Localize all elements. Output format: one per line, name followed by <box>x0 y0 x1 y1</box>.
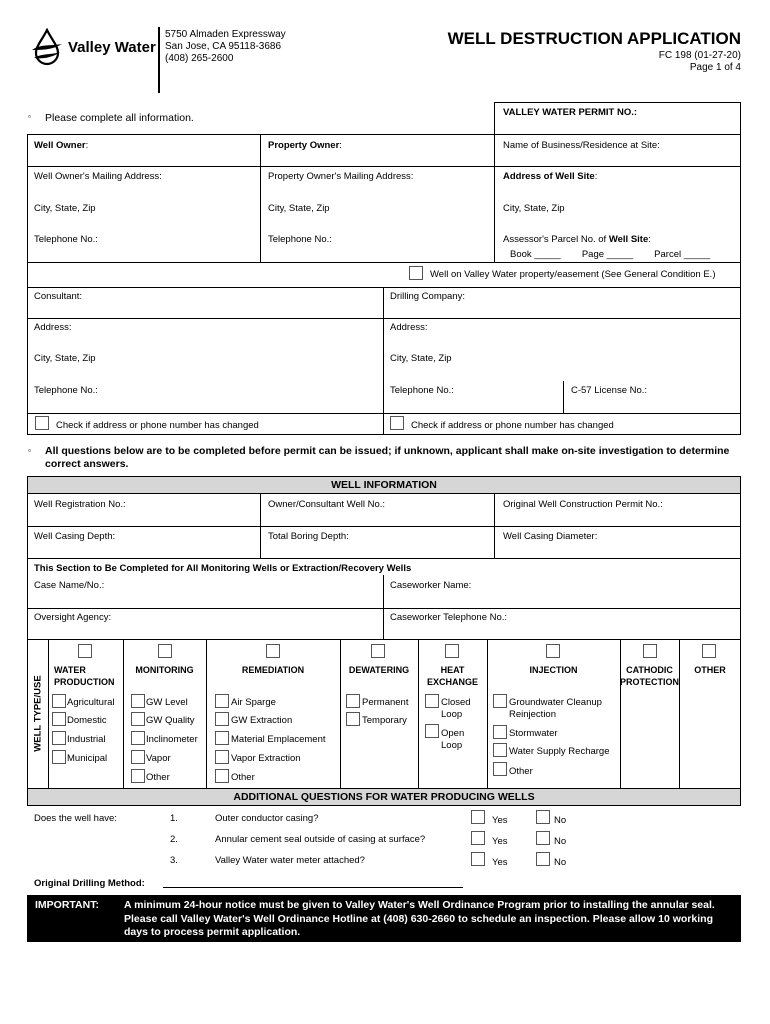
col-divider <box>620 639 621 789</box>
question-number: 3. <box>170 855 178 866</box>
yes-label: Yes <box>492 857 508 868</box>
dewatering-checkbox[interactable] <box>371 644 385 658</box>
water-drop-icon <box>30 28 64 66</box>
telephone-label[interactable]: Telephone No.: <box>268 234 332 245</box>
option-vapor: Vapor <box>146 753 171 764</box>
option-stormwater: Stormwater <box>509 728 558 739</box>
option-inclinometer: Inclinometer <box>146 734 198 745</box>
original-drilling-method-label: Original Drilling Method: <box>34 878 145 889</box>
stormwater-checkbox[interactable] <box>493 725 507 739</box>
boring-depth-label[interactable]: Total Boring Depth: <box>268 531 349 542</box>
row-divider <box>27 608 741 609</box>
check-changed-label: Check if address or phone number has changed <box>56 420 259 431</box>
question-number: 1. <box>170 813 178 824</box>
no-label: No <box>554 815 567 826</box>
form-number: FC 198 (01-27-20) <box>658 50 741 61</box>
question-text: Annular cement seal outside of casing at surface? <box>215 834 426 845</box>
option-open-loop: Open Loop <box>441 728 465 751</box>
driller-changed-checkbox[interactable] <box>390 416 404 430</box>
vw-property-label: Well on Valley Water property/easement (See General Condition E.) <box>430 269 716 280</box>
caseworker-label[interactable]: Caseworker Name: <box>390 580 472 591</box>
vapor-extraction-checkbox[interactable] <box>215 750 229 764</box>
option-gw-level: GW Level <box>146 697 188 708</box>
category-monitoring: MONITORING <box>135 665 194 675</box>
col-divider <box>340 639 341 789</box>
col-divider <box>679 639 680 789</box>
remediation-other-checkbox[interactable] <box>215 769 229 783</box>
well-type-side-label: WELL TYPE/USE <box>32 675 44 752</box>
address-label[interactable]: Address: <box>390 322 428 333</box>
category-dewatering: DEWATERING <box>348 665 410 675</box>
air-sparge-checkbox[interactable] <box>215 694 229 708</box>
additional-heading: ADDITIONAL QUESTIONS FOR WATER PRODUCING WELLS <box>233 791 535 803</box>
well-site-address-label[interactable]: Address of Well Site: <box>503 171 598 182</box>
caseworker-phone-label[interactable]: Caseworker Telephone No.: <box>390 612 508 623</box>
city-state-zip-label[interactable]: City, State, Zip <box>503 203 565 214</box>
row-divider <box>27 166 741 167</box>
valley-water-logo <box>30 28 155 68</box>
address-line2: San Jose, CA 95118-3686 <box>165 41 282 52</box>
domestic-checkbox[interactable] <box>52 712 66 726</box>
col-divider <box>260 493 261 559</box>
injection-other-checkbox[interactable] <box>493 762 507 776</box>
city-state-zip-label[interactable]: City, State, Zip <box>268 203 330 214</box>
apn-book-page-parcel[interactable]: Book _____ Page _____ Parcel _____ <box>510 249 711 260</box>
oversight-agency-label[interactable]: Oversight Agency: <box>34 612 112 623</box>
telephone-label[interactable]: Telephone No.: <box>34 234 98 245</box>
option-permanent: Permanent <box>362 697 409 708</box>
injection-checkbox[interactable] <box>546 644 560 658</box>
row-divider <box>27 318 741 319</box>
row-divider <box>27 262 741 263</box>
row-divider <box>27 526 741 527</box>
category-other: OTHER <box>694 665 726 675</box>
org-phone: (408) 265-2600 <box>165 53 234 64</box>
question-text: Outer conductor casing? <box>215 813 319 824</box>
option-temporary: Temporary <box>362 715 407 726</box>
gw-extraction-checkbox[interactable] <box>215 712 229 726</box>
well-info-heading: WELL INFORMATION <box>331 479 437 491</box>
complete-info-note: Please complete all information. <box>45 112 194 124</box>
q3-no-checkbox[interactable] <box>536 852 550 866</box>
owner-section <box>27 134 741 288</box>
category-remediation: REMEDIATION <box>241 665 305 675</box>
col-divider <box>494 493 495 559</box>
consultant-label[interactable]: Consultant: <box>34 291 83 302</box>
monitoring-other-checkbox[interactable] <box>131 769 145 783</box>
permanent-checkbox[interactable] <box>346 694 360 708</box>
monitoring-heading: This Section to Be Completed for All Monitoring Wells or Extraction/Recovery Wells <box>34 563 412 574</box>
gw-level-checkbox[interactable] <box>131 694 145 708</box>
option-water-supply-recharge: Water Supply Recharge <box>509 746 610 757</box>
drilling-company-label[interactable]: Drilling Company: <box>390 291 465 302</box>
agricultural-checkbox[interactable] <box>52 694 66 708</box>
address-label[interactable]: Address: <box>34 322 72 333</box>
casing-diameter-label[interactable]: Well Casing Diameter: <box>503 531 598 542</box>
does-well-have-label: Does the well have: <box>34 813 117 824</box>
col-divider <box>494 134 495 262</box>
address-line1: 5750 Almaden Expressway <box>165 29 286 40</box>
category-cathodic-protection: CATHODIC PROTECTION <box>620 665 680 687</box>
option-gw-extraction: GW Extraction <box>231 715 293 726</box>
important-label: IMPORTANT: <box>35 899 99 911</box>
page-number: Page 1 of 4 <box>689 62 741 73</box>
city-state-zip-label[interactable]: City, State, Zip <box>390 353 452 364</box>
option-groundwater-cleanup: Groundwater Cleanup Reinjection <box>509 697 602 720</box>
yes-label: Yes <box>492 836 508 847</box>
other-type-checkbox[interactable] <box>702 644 716 658</box>
category-water-production: WATER PRODUCTION <box>54 665 115 687</box>
monitoring-checkbox[interactable] <box>158 644 172 658</box>
city-state-zip-label[interactable]: City, State, Zip <box>34 353 96 364</box>
case-name-label[interactable]: Case Name/No.: <box>34 580 105 591</box>
option-remediation-other: Other <box>231 772 255 783</box>
option-municipal: Municipal <box>67 753 108 764</box>
remediation-checkbox[interactable] <box>266 644 280 658</box>
q2-no-checkbox[interactable] <box>536 831 550 845</box>
well-owner-mailing-label[interactable]: Well Owner's Mailing Address: <box>34 171 162 182</box>
col-divider <box>487 639 488 789</box>
vw-property-checkbox[interactable] <box>409 266 423 280</box>
questions-notice: All questions below are to be completed before permit can be issued; if unknown, applicant shall make on-site investigation to determine correct answers. <box>45 445 730 470</box>
groundwater-cleanup-checkbox[interactable] <box>493 694 507 708</box>
col-divider <box>206 639 207 789</box>
no-label: No <box>554 836 567 847</box>
col-divider <box>563 381 564 413</box>
option-agricultural: Agricultural <box>67 697 115 708</box>
vapor-checkbox[interactable] <box>131 750 145 764</box>
gw-quality-checkbox[interactable] <box>131 712 145 726</box>
property-owner-mailing-label[interactable]: Property Owner's Mailing Address: <box>268 171 414 182</box>
well-registration-label[interactable]: Well Registration No.: <box>34 499 126 510</box>
telephone-label[interactable]: Telephone No.: <box>34 385 98 396</box>
water-production-checkbox[interactable] <box>78 644 92 658</box>
option-injection-other: Other <box>509 766 533 777</box>
col-divider <box>383 575 384 640</box>
check-changed-label: Check if address or phone number has changed <box>411 420 614 431</box>
option-air-sparge: Air Sparge <box>231 697 276 708</box>
open-loop-checkbox[interactable] <box>425 724 439 738</box>
option-monitoring-other: Other <box>146 772 170 783</box>
form-title: WELL DESTRUCTION APPLICATION <box>447 29 741 48</box>
option-gw-quality: GW Quality <box>146 715 195 726</box>
original-permit-label[interactable]: Original Well Construction Permit No.: <box>503 499 663 510</box>
heat-exchange-checkbox[interactable] <box>445 644 459 658</box>
question-number: 2. <box>170 834 178 845</box>
inclinometer-checkbox[interactable] <box>131 731 145 745</box>
bullet-icon: ▫ <box>28 446 31 455</box>
q1-yes-checkbox[interactable] <box>471 810 485 824</box>
business-name-label[interactable]: Name of Business/Residence at Site: <box>503 140 660 151</box>
org-name: Valley Water <box>68 39 156 56</box>
c57-license-label[interactable]: C-57 License No.: <box>571 385 648 396</box>
consultant-changed-checkbox[interactable] <box>35 416 49 430</box>
municipal-checkbox[interactable] <box>52 750 66 764</box>
option-material-emplacement: Material Emplacement <box>231 734 326 745</box>
q1-no-checkbox[interactable] <box>536 810 550 824</box>
header-divider <box>158 27 160 93</box>
q2-yes-checkbox[interactable] <box>471 831 485 845</box>
q3-yes-checkbox[interactable] <box>471 852 485 866</box>
property-owner-label[interactable]: Property Owner: <box>268 140 342 151</box>
apn-label: Assessor's Parcel No. of Well Site: <box>503 234 651 245</box>
question-text: Valley Water water meter attached? <box>215 855 365 866</box>
col-divider <box>260 134 261 262</box>
telephone-label[interactable]: Telephone No.: <box>390 385 454 396</box>
option-domestic: Domestic <box>67 715 107 726</box>
industrial-checkbox[interactable] <box>52 731 66 745</box>
closed-loop-checkbox[interactable] <box>425 694 439 708</box>
water-supply-recharge-checkbox[interactable] <box>493 743 507 757</box>
category-heat-exchange: HEAT EXCHANGE <box>426 665 478 687</box>
material-emplacement-checkbox[interactable] <box>215 731 229 745</box>
category-injection: INJECTION <box>529 665 578 675</box>
casing-depth-label[interactable]: Well Casing Depth: <box>34 531 116 542</box>
cathodic-protection-checkbox[interactable] <box>643 644 657 658</box>
col-divider <box>48 639 49 789</box>
col-divider <box>418 639 419 789</box>
option-vapor-extraction: Vapor Extraction <box>231 753 301 764</box>
city-state-zip-label[interactable]: City, State, Zip <box>34 203 96 214</box>
row-divider <box>27 413 741 414</box>
original-drilling-method-field[interactable] <box>163 887 463 888</box>
bullet-icon: ▫ <box>28 112 31 121</box>
owner-consultant-well-label[interactable]: Owner/Consultant Well No.: <box>268 499 386 510</box>
option-closed-loop: Closed Loop <box>441 697 471 720</box>
option-industrial: Industrial <box>67 734 106 745</box>
temporary-checkbox[interactable] <box>346 712 360 726</box>
no-label: No <box>554 857 567 868</box>
well-owner-label[interactable]: Well Owner: <box>34 140 89 151</box>
important-text: A minimum 24-hour notice must be given to Valley Water's Well Ordinance Program prior to installing the annular seal. Please call Valley Water's Well Ordinance Hotline at (408) 630-2660 to schedule an inspection. Please allow 10 working days to process permit application. <box>124 899 715 938</box>
col-divider <box>123 639 124 789</box>
yes-label: Yes <box>492 815 508 826</box>
permit-no-label: VALLEY WATER PERMIT NO.: <box>503 107 638 118</box>
